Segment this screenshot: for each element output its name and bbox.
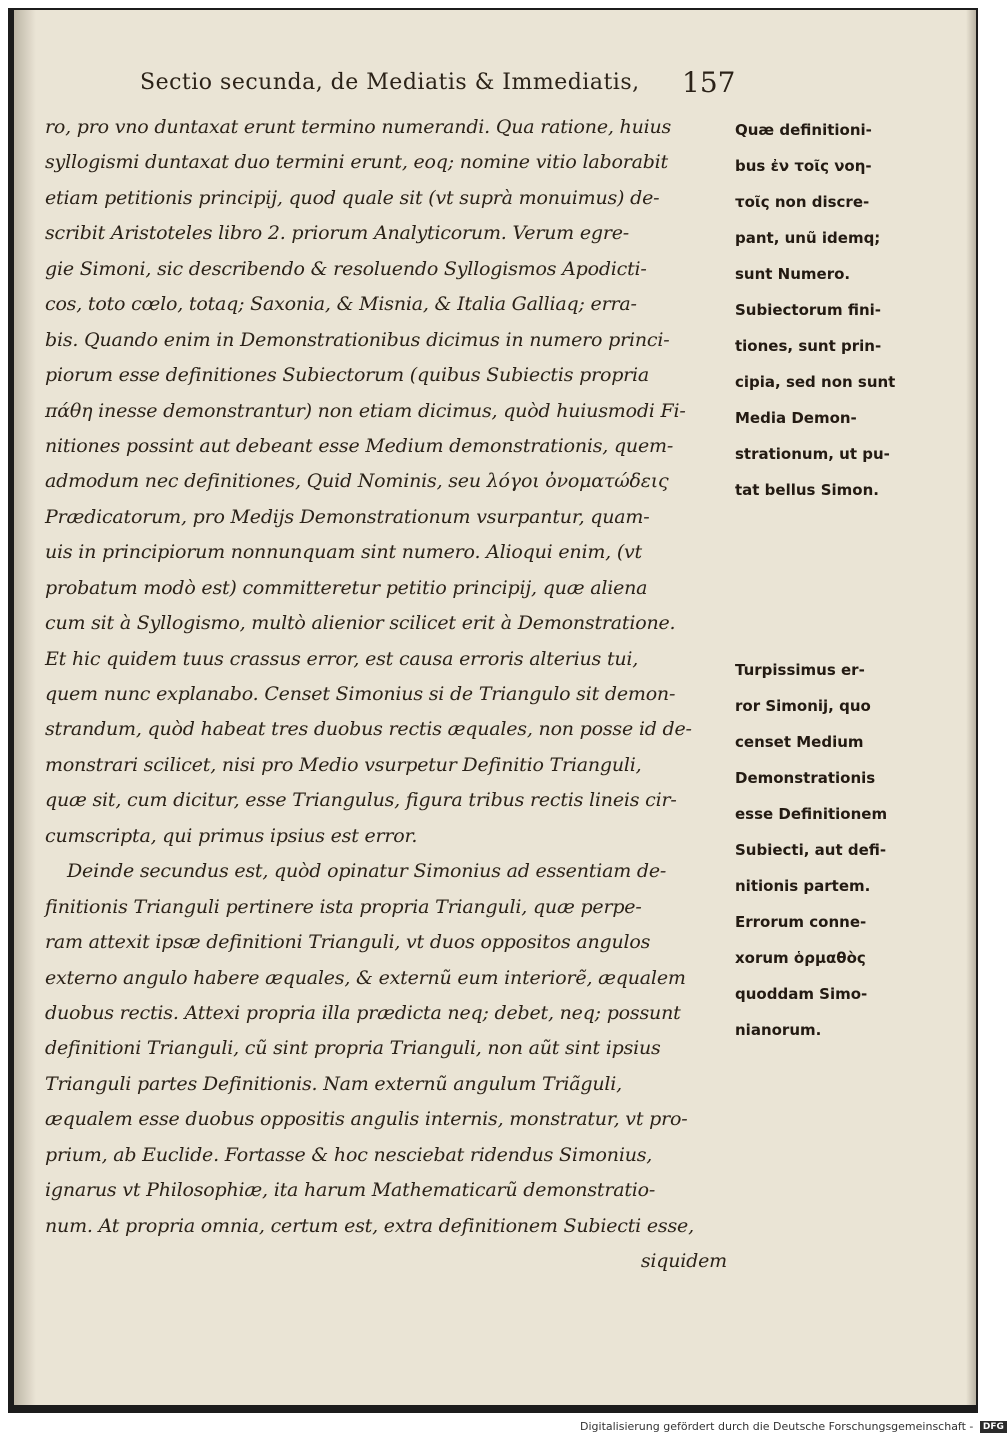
margin-note-line: censet Medium <box>735 733 864 751</box>
text-line: prium, ab Euclide. Fortasse & hoc nesciebat ridendus Simonius, <box>45 1143 653 1166</box>
margin-note-line: Media Demon- <box>735 409 857 427</box>
text-line: gie Simoni, sic describendo & resoluendo Syllogismos Apodicti- <box>45 257 647 280</box>
text-line: ignarus vt Philosophiæ, ita harum Mathematicarũ demonstratio- <box>45 1179 656 1202</box>
margin-note-line: nitionis partem. <box>735 877 871 895</box>
text-line: Deinde secundus est, quòd opinatur Simonius ad essentiam de- <box>67 860 667 883</box>
text-line: nitiones possint aut debeant esse Medium demonstrationis, quem- <box>45 434 674 457</box>
text-line: finitionis Trianguli pertinere ista propria Trianguli, quæ perpe- <box>45 895 642 918</box>
text-line: monstrari scilicet, nisi pro Medio vsurpetur Definitio Trianguli, <box>45 753 642 776</box>
margin-note-line: Subiectorum fini- <box>735 301 881 319</box>
text-line: admodum nec definitiones, Quid Nominis, seu λόγοι ὀνοματώδεις <box>45 470 669 493</box>
margin-note-line: xorum ὁρμαθὸς <box>735 949 866 967</box>
text-line: bis. Quando enim in Demonstrationibus dicimus in numero princi- <box>45 328 670 351</box>
text-line: ro, pro vno duntaxat erunt termino numerandi. Qua ratione, huius <box>45 116 672 138</box>
text-line: Trianguli partes Definitionis. Nam externũ angulum Triãguli, <box>45 1072 622 1095</box>
text-line: piorum esse definitiones Subiectorum (quibus Subiectis propria <box>45 364 650 387</box>
text-line: duobus rectis. Attexi propria illa prædicta neq; debet, neq; possunt <box>45 1001 681 1024</box>
main-text-block <box>45 110 735 1279</box>
text-line: num. At propria omnia, certum est, extra definitionem Subiecti esse, <box>45 1214 694 1237</box>
text-line: definitioni Trianguli, cũ sint propria Trianguli, non aũt sint ipsius <box>45 1037 661 1060</box>
margin-note-2 <box>735 292 915 508</box>
page-edge-shadow <box>966 10 976 1405</box>
margin-note-line: strationum, ut pu- <box>735 445 890 463</box>
text-line: Prædicatorum, pro Medijs Demonstrationum vsurpantur, quam- <box>45 505 650 528</box>
margin-note-line: quoddam Simo- <box>735 985 868 1003</box>
margin-note-line: cipia, sed non sunt <box>735 373 896 391</box>
margin-note-line: τοῖς non discre- <box>735 193 870 211</box>
margin-note-1 <box>735 112 915 292</box>
margin-note-line: Turpissimus er- <box>735 661 865 679</box>
text-line: strandum, quòd habeat tres duobus rectis æquales, non posse id de- <box>45 718 692 741</box>
margin-note-line: tiones, sunt prin- <box>735 337 882 355</box>
running-title: Sectio secunda, de Mediatis & Immediatis, <box>140 70 640 95</box>
margin-note-line: esse Definitionem <box>735 805 888 823</box>
margin-note-line: bus ἐν τοῖς νοη- <box>735 157 872 175</box>
margin-note-line: Quæ definitioni- <box>735 121 872 139</box>
margin-note-3 <box>735 652 915 1048</box>
text-line: ram attexit ipsæ definitioni Trianguli, vt duos oppositos angulos <box>45 931 651 954</box>
text-line: externo angulo habere æquales, & externũ eum interiorẽ, æqualem <box>45 966 686 989</box>
text-line: etiam petitionis principij, quod quale sit (vt suprà monuimus) de- <box>45 186 660 209</box>
text-line: πάθη inesse demonstrantur) non etiam dicimus, quòd huiusmodi Fi- <box>45 399 686 422</box>
margin-note-line: Errorum conne- <box>735 913 867 931</box>
margin-note-line: tat bellus Simon. <box>735 481 879 499</box>
text-line: cumscripta, qui primus ipsius est error. <box>45 824 418 847</box>
text-line: scribit Aristoteles libro 2. priorum Analyticorum. Verum egre- <box>45 222 629 245</box>
margin-note-line: pant, unũ idemq; <box>735 229 881 247</box>
margin-note-line: sunt Numero. <box>735 265 851 283</box>
text-line: æqualem esse duobus oppositis angulis internis, monstratur, vt pro- <box>45 1108 688 1131</box>
text-line: Et hic quidem tuus crassus error, est causa erroris alterius tui, <box>45 647 639 670</box>
margin-note-line: ror Simonij, quo <box>735 697 871 715</box>
text-line: quæ sit, cum dicitur, esse Triangulus, figura tribus rectis lineis cir- <box>45 789 677 812</box>
text-line: uis in principiorum nonnunquam sint numero. Alioqui enim, (vt <box>45 541 642 564</box>
margin-note-line: nianorum. <box>735 1021 822 1039</box>
dfg-logo: DFG <box>980 1421 1007 1433</box>
page-number: 157 <box>682 66 736 99</box>
footer-credit <box>580 1420 1007 1433</box>
footer-text: Digitalisierung gefördert durch die Deutsche Forschungsgemeinschaft - <box>580 1420 974 1433</box>
text-line: probatum modò est) committeretur petitio principij, quæ aliena <box>45 576 648 599</box>
page-gutter-shadow <box>14 10 36 1405</box>
text-line: cos, toto cœlo, totaq; Saxonia, & Misnia, & Italia Galliaq; erra- <box>45 293 637 316</box>
text-line: siquidem <box>640 1250 727 1272</box>
margin-note-line: Demonstrationis <box>735 769 876 787</box>
text-line: syllogismi duntaxat duo termini erunt, eoq; nomine vitio laborabit <box>45 151 668 174</box>
text-line: cum sit à Syllogismo, multò alienior scilicet erit à Demonstratione. <box>45 612 676 635</box>
text-line: quem nunc explanabo. Censet Simonius si de Triangulo sit demon- <box>45 683 676 705</box>
margin-note-line: Subiecti, aut defi- <box>735 841 887 859</box>
